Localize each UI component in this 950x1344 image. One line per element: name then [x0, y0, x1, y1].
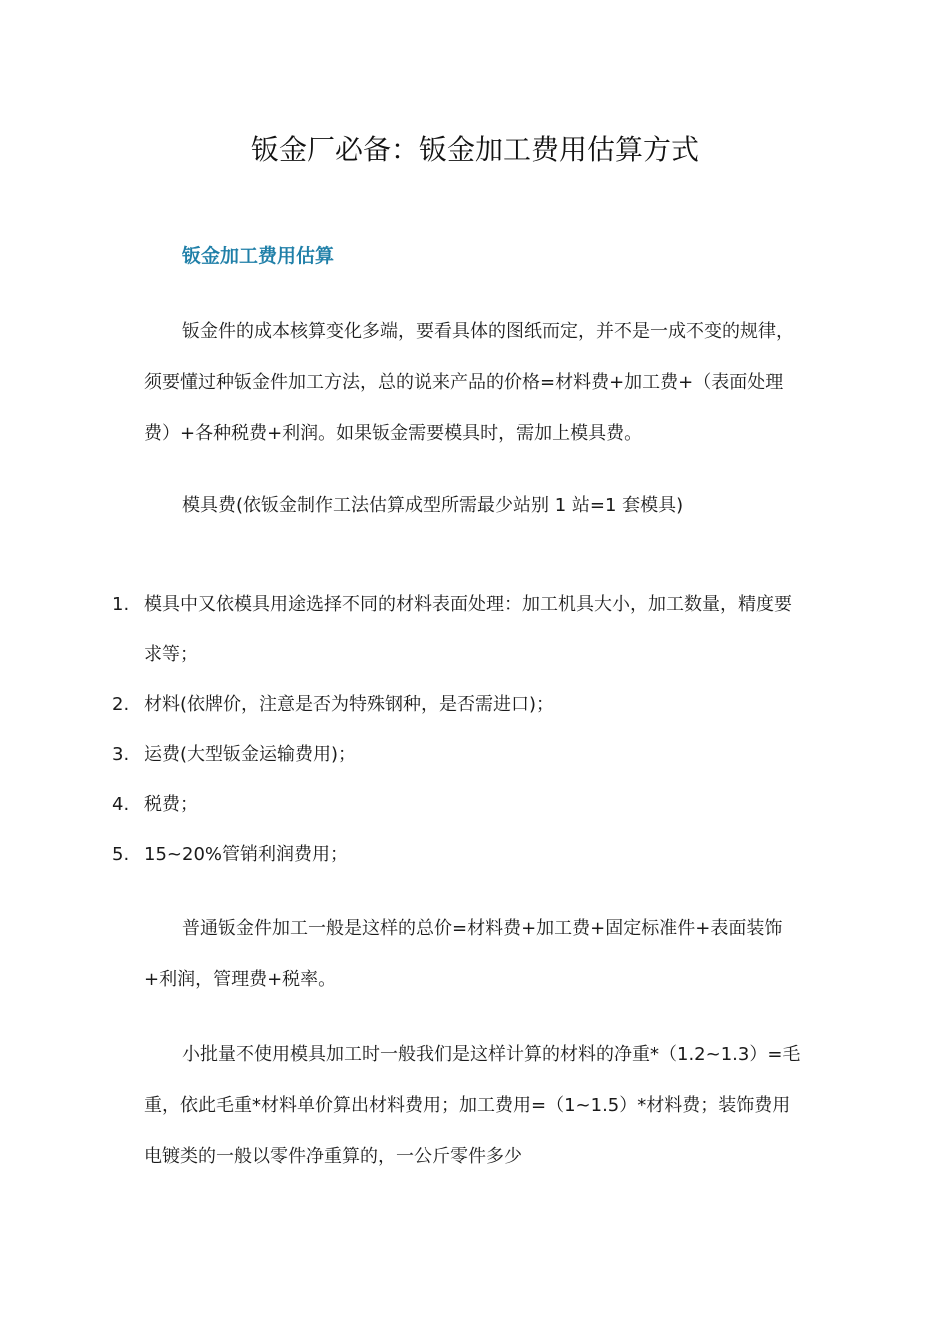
paragraph-cost-overview: 钣金件的成本核算变化多端，要看具体的图纸而定，并不是一成不变的规律，须要懂过种钣金件加工方法，总的说来产品的价格=材料费+加工费+（表面处理费）+各种税费+利润。如果钣金需要模具时，需加上模具费。 — [144, 321, 794, 444]
cost-factor-list — [112, 580, 804, 880]
list-item — [112, 730, 804, 780]
paragraph-mold-fee: 模具费(依钣金制作工法估算成型所需最少站别 1 站=1 套模具) — [182, 495, 684, 516]
paragraph-small-batch: 小批量不使用模具加工时一般我们是这样计算的材料的净重*（1.2~1.3）=毛重，依此毛重*材料单价算出材料费用；加工费用=（1~1.5）*材料费；装饰费用电镀类的一般以零件净重算的，一公斤零件多少 — [144, 1044, 801, 1167]
list-item-text: 模具中又依模具用途选择不同的材料表面处理：加工机具大小，加工数量，精度要求等； — [144, 594, 792, 665]
list-item-number: 5. — [112, 844, 130, 865]
list-item-number: 1. — [112, 594, 130, 615]
page-title: 钣金厂必备：钣金加工费用估算方式 — [250, 133, 699, 166]
list-item-number: 3. — [112, 744, 130, 765]
list-item — [112, 780, 804, 830]
list-item-text: 材料(依牌价，注意是否为特殊钢种，是否需进口)； — [144, 694, 555, 715]
list-item-text: 运费(大型钣金运输费用)； — [144, 744, 357, 765]
list-item-text: 税费； — [144, 794, 198, 815]
list-item-number: 4. — [112, 794, 130, 815]
list-item — [112, 830, 804, 880]
section-heading: 钣金加工费用估算 — [182, 245, 335, 267]
list-item — [112, 680, 804, 730]
paragraph-general-pricing: 普通钣金件加工一般是这样的总价=材料费+加工费+固定标准件+表面装饰+利润，管理费+税率。 — [144, 918, 783, 990]
list-item-text: 15~20%管销利润费用； — [144, 844, 348, 865]
list-item — [112, 580, 804, 680]
list-item-number: 2. — [112, 694, 130, 715]
